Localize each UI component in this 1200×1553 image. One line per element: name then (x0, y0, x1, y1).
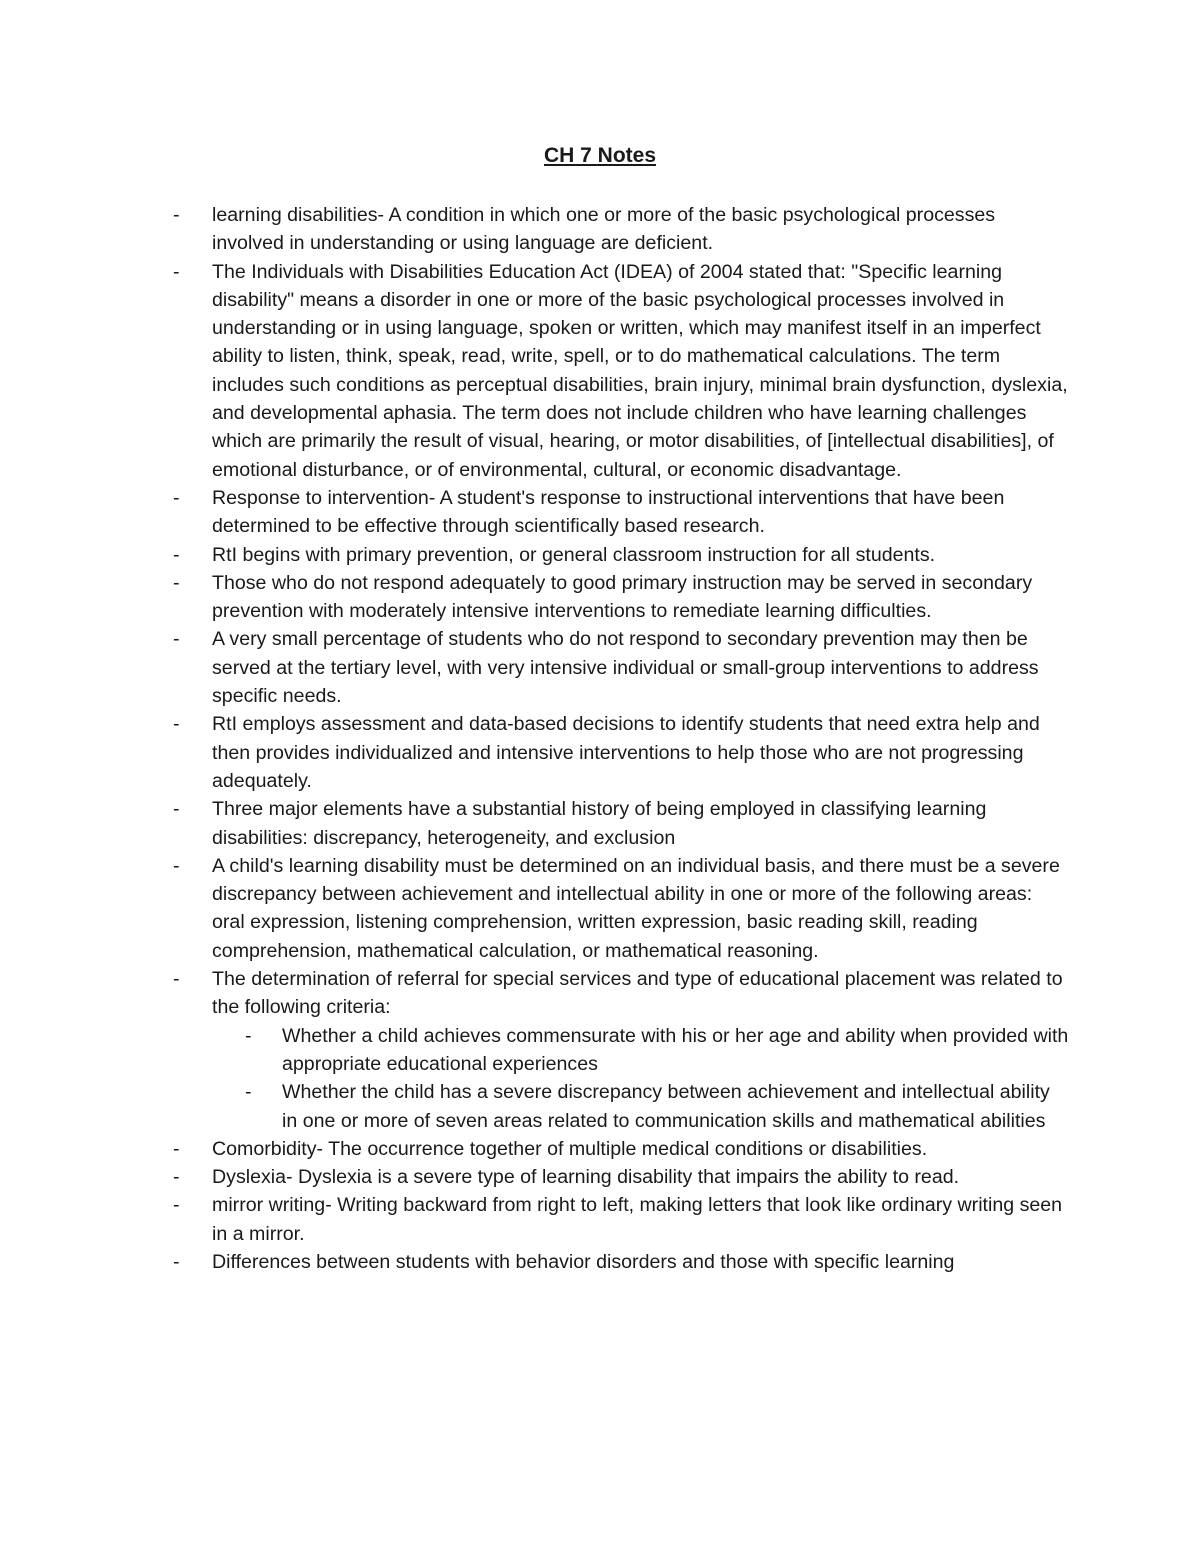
bullet-dash: - (173, 204, 180, 226)
list-item (0, 1163, 1200, 1191)
list-item (0, 1191, 1200, 1248)
list-item-text: Those who do not respond adequately to good primary instruction may be served in secondary prevention with moderately intensive interventions to remediate learning difficulties. (212, 571, 1033, 623)
sub-list-item-text: Whether a child achieves commensurate with his or her age and ability when provided with appropriate educational experiences (282, 1024, 1069, 1075)
list-item-text: Comorbidity- The occurrence together of multiple medical conditions or disabilities. (212, 1137, 928, 1160)
list-item-text: learning disabilities- A condition in which one or more of the basic psychological processes involved in understanding or using language are deficient. (212, 204, 996, 255)
sub-list-item (212, 1078, 1070, 1135)
bullet-dash: - (173, 1194, 180, 1217)
bullet-dash: - (173, 798, 180, 821)
list-item (0, 710, 1200, 795)
bullet-dash: - (245, 1081, 252, 1104)
list-item-text: RtI begins with primary prevention, or general classroom instruction for all students. (212, 543, 936, 566)
bullet-dash: - (245, 1024, 252, 1047)
sub-list-item (212, 1022, 1070, 1079)
list-item (0, 795, 1200, 852)
bullet-dash: - (173, 486, 180, 509)
bullet-dash: - (173, 1137, 180, 1160)
bullet-dash: - (173, 260, 180, 283)
sub-list (212, 1022, 1070, 1135)
list-item-text: Differences between students with behavior disorders and those with specific learning (212, 1250, 955, 1273)
list-item (0, 625, 1200, 710)
bullet-dash: - (173, 968, 180, 991)
list-item-text: A very small percentage of students who do not respond to secondary prevention may then be served at the tertiary level, with very intensive individual or small-group interventions to address specific needs. (212, 628, 1039, 708)
list-item-text: RtI employs assessment and data-based decisions to identify students that need extra help and then provides individualized and intensive interventions to help those who are not progressing adequately. (212, 713, 1040, 792)
list-item (0, 541, 1200, 569)
list-item (0, 1135, 1200, 1163)
list-item (0, 569, 1200, 626)
list-item-text: Dyslexia- Dyslexia is a severe type of learning disability that impairs the ability to read. (212, 1166, 960, 1189)
bullet-dash: - (173, 543, 180, 566)
bullet-dash: - (173, 854, 180, 877)
list-item (0, 1248, 1200, 1276)
notes-list (0, 201, 1200, 1276)
list-item (0, 258, 1200, 484)
list-item-text: A child's learning disability must be determined on an individual basis, and there must be a severe discrepancy between achievement and intellectual ability in one or more of the following areas: oral expression, listening comprehension, written expression, basic reading skill, reading comprehension, mathematical calculation, or mathematical reasoning. (212, 854, 1060, 962)
sub-list-item-text: Whether the child has a severe discrepancy between achievement and intellectual ability in one or more of seven areas related to communication skills and mathematical abilities (282, 1081, 1050, 1132)
list-item (0, 852, 1200, 965)
list-item (0, 484, 1200, 541)
list-item-text: mirror writing- Writing backward from right to left, making letters that look like ordinary writing seen in a mirror. (212, 1194, 1063, 1245)
list-item (0, 965, 1200, 1135)
list-item-text: The Individuals with Disabilities Education Act (IDEA) of 2004 stated that: "Specific learning disability" means a disorder in one or more of the basic psychological processes involved in understanding or in using language, spoken or written, which may manifest itself in an imperfect ability to listen, think, speak, read, write, spell, or to do mathematical calculations. The term includes such conditions as perceptual disabilities, brain injury, minimal brain dysfunction, dyslexia, and developmental aphasia. The term does not include children who have learning challenges which are primarily the result of visual, hearing, or motor disabilities, of [intellectual disabilities], of emotional disturbance, or of environmental, cultural, or economic disadvantage. (212, 260, 1068, 481)
bullet-dash: - (173, 571, 180, 594)
list-item (0, 201, 1200, 258)
bullet-dash: - (173, 713, 180, 736)
bullet-dash: - (173, 1166, 180, 1189)
bullet-dash: - (173, 628, 180, 651)
list-item-text: Three major elements have a substantial history of being employed in classifying learning disabilities: discrepancy, heterogeneity, and exclusion (212, 798, 987, 849)
page-title: CH 7 Notes (543, 144, 657, 167)
list-item-text: Response to intervention- A student's response to instructional interventions that have been determined to be effective through scientifically based research. (212, 486, 1005, 538)
list-item-text: The determination of referral for special services and type of educational placement was related to the following criteria: (212, 968, 1063, 1019)
bullet-dash: - (173, 1250, 180, 1273)
